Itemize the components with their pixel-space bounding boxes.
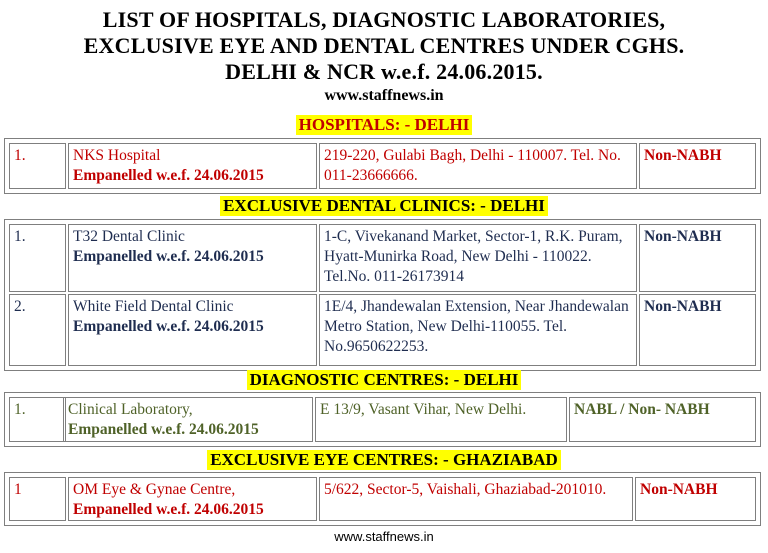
facility-name: White Field Dental Clinic (73, 298, 234, 315)
facility-address: 1-C, Vivekanand Market, Sector-1, R.K. Puram, Hyatt-Munirka Road, New Delhi - 110022. Tel.No. 011-26173914 (324, 228, 623, 285)
table-cell-number (9, 397, 66, 442)
table-cell-accreditation (569, 397, 756, 442)
table-cell-name (63, 397, 313, 442)
table-cell-address (319, 143, 637, 189)
row-number: 1 (14, 481, 22, 498)
row-number: 1. (14, 147, 26, 164)
document-title-line-3: DELHI & NCR w.e.f. 24.06.2015. (225, 59, 543, 84)
empanelled-date: Empanelled w.e.f. 24.06.2015 (73, 501, 264, 518)
table-cell-address (319, 477, 633, 521)
table-cell-address (319, 224, 637, 292)
accreditation-status: Non-NABH (644, 298, 722, 315)
accreditation-status: Non-NABH (644, 147, 722, 164)
table-cell-name (68, 294, 317, 366)
empanelled-date: Empanelled w.e.f. 24.06.2015 (73, 318, 264, 335)
section-heading-eye (0, 450, 768, 472)
document-title-line-2: EXCLUSIVE EYE AND DENTAL CENTRES UNDER CGHS. (83, 33, 685, 58)
table-cell-address (319, 294, 637, 366)
empanelled-date: Empanelled w.e.f. 24.06.2015 (68, 421, 259, 438)
table-cell-accreditation (635, 477, 756, 521)
accreditation-status: NABL / Non- NABH (574, 401, 710, 418)
facility-name: OM Eye & Gynae Centre, (73, 481, 236, 498)
eye-table (4, 472, 761, 526)
footer-site-url: www.staffnews.in (334, 529, 434, 544)
table-cell-name (68, 224, 317, 292)
table-cell-number (9, 477, 66, 521)
document-title-line-1: LIST OF HOSPITALS, DIAGNOSTIC LABORATORIES, (102, 7, 666, 32)
empanelled-date: Empanelled w.e.f. 24.06.2015 (73, 167, 264, 184)
row-number: 2. (14, 298, 26, 315)
section-heading-eye-label: EXCLUSIVE EYE CENTRES: - GHAZIABAD (207, 450, 561, 470)
facility-address: E 13/9, Vasant Vihar, New Delhi. (320, 401, 527, 418)
accreditation-status: Non-NABH (640, 481, 718, 498)
facility-name: Clinical Laboratory, (68, 401, 193, 418)
table-cell-number (9, 143, 66, 189)
empanelled-date: Empanelled w.e.f. 24.06.2015 (73, 248, 264, 265)
table-cell-accreditation (639, 224, 756, 292)
row-number: 1. (14, 228, 26, 245)
accreditation-status: Non-NABH (644, 228, 722, 245)
dental-table (4, 219, 761, 371)
table-cell-accreditation (639, 294, 756, 366)
diagnostic-table (4, 392, 761, 447)
facility-address: 219-220, Gulabi Bagh, Delhi - 110007. Tel. No. 011-23666666. (324, 147, 621, 184)
facility-name: T32 Dental Clinic (73, 228, 185, 245)
section-heading-hospitals (0, 115, 768, 137)
table-cell-name (68, 143, 317, 189)
table-cell-number (9, 294, 66, 366)
table-cell-name (68, 477, 317, 521)
section-heading-diagnostic-label: DIAGNOSTIC CENTRES: - DELHI (247, 370, 522, 390)
facility-address: 5/622, Sector-5, Vaishali, Ghaziabad-201010. (324, 481, 607, 498)
section-heading-dental (0, 196, 768, 218)
hospitals-table (4, 138, 761, 194)
table-cell-accreditation (639, 143, 756, 189)
facility-address: 1E/4, Jhandewalan Extension, Near Jhandewalan Metro Station, New Delhi-110055. Tel. No.9650622253. (324, 298, 629, 355)
site-url: www.staffnews.in (324, 87, 444, 104)
section-heading-diagnostic (0, 370, 768, 392)
section-heading-hospitals-label: HOSPITALS: - DELHI (296, 115, 473, 135)
table-cell-number (9, 224, 66, 292)
row-number: 1. (14, 401, 26, 418)
table-cell-address (315, 397, 567, 442)
section-heading-dental-label: EXCLUSIVE DENTAL CLINICS: - DELHI (220, 196, 548, 216)
facility-name: NKS Hospital (73, 147, 161, 164)
